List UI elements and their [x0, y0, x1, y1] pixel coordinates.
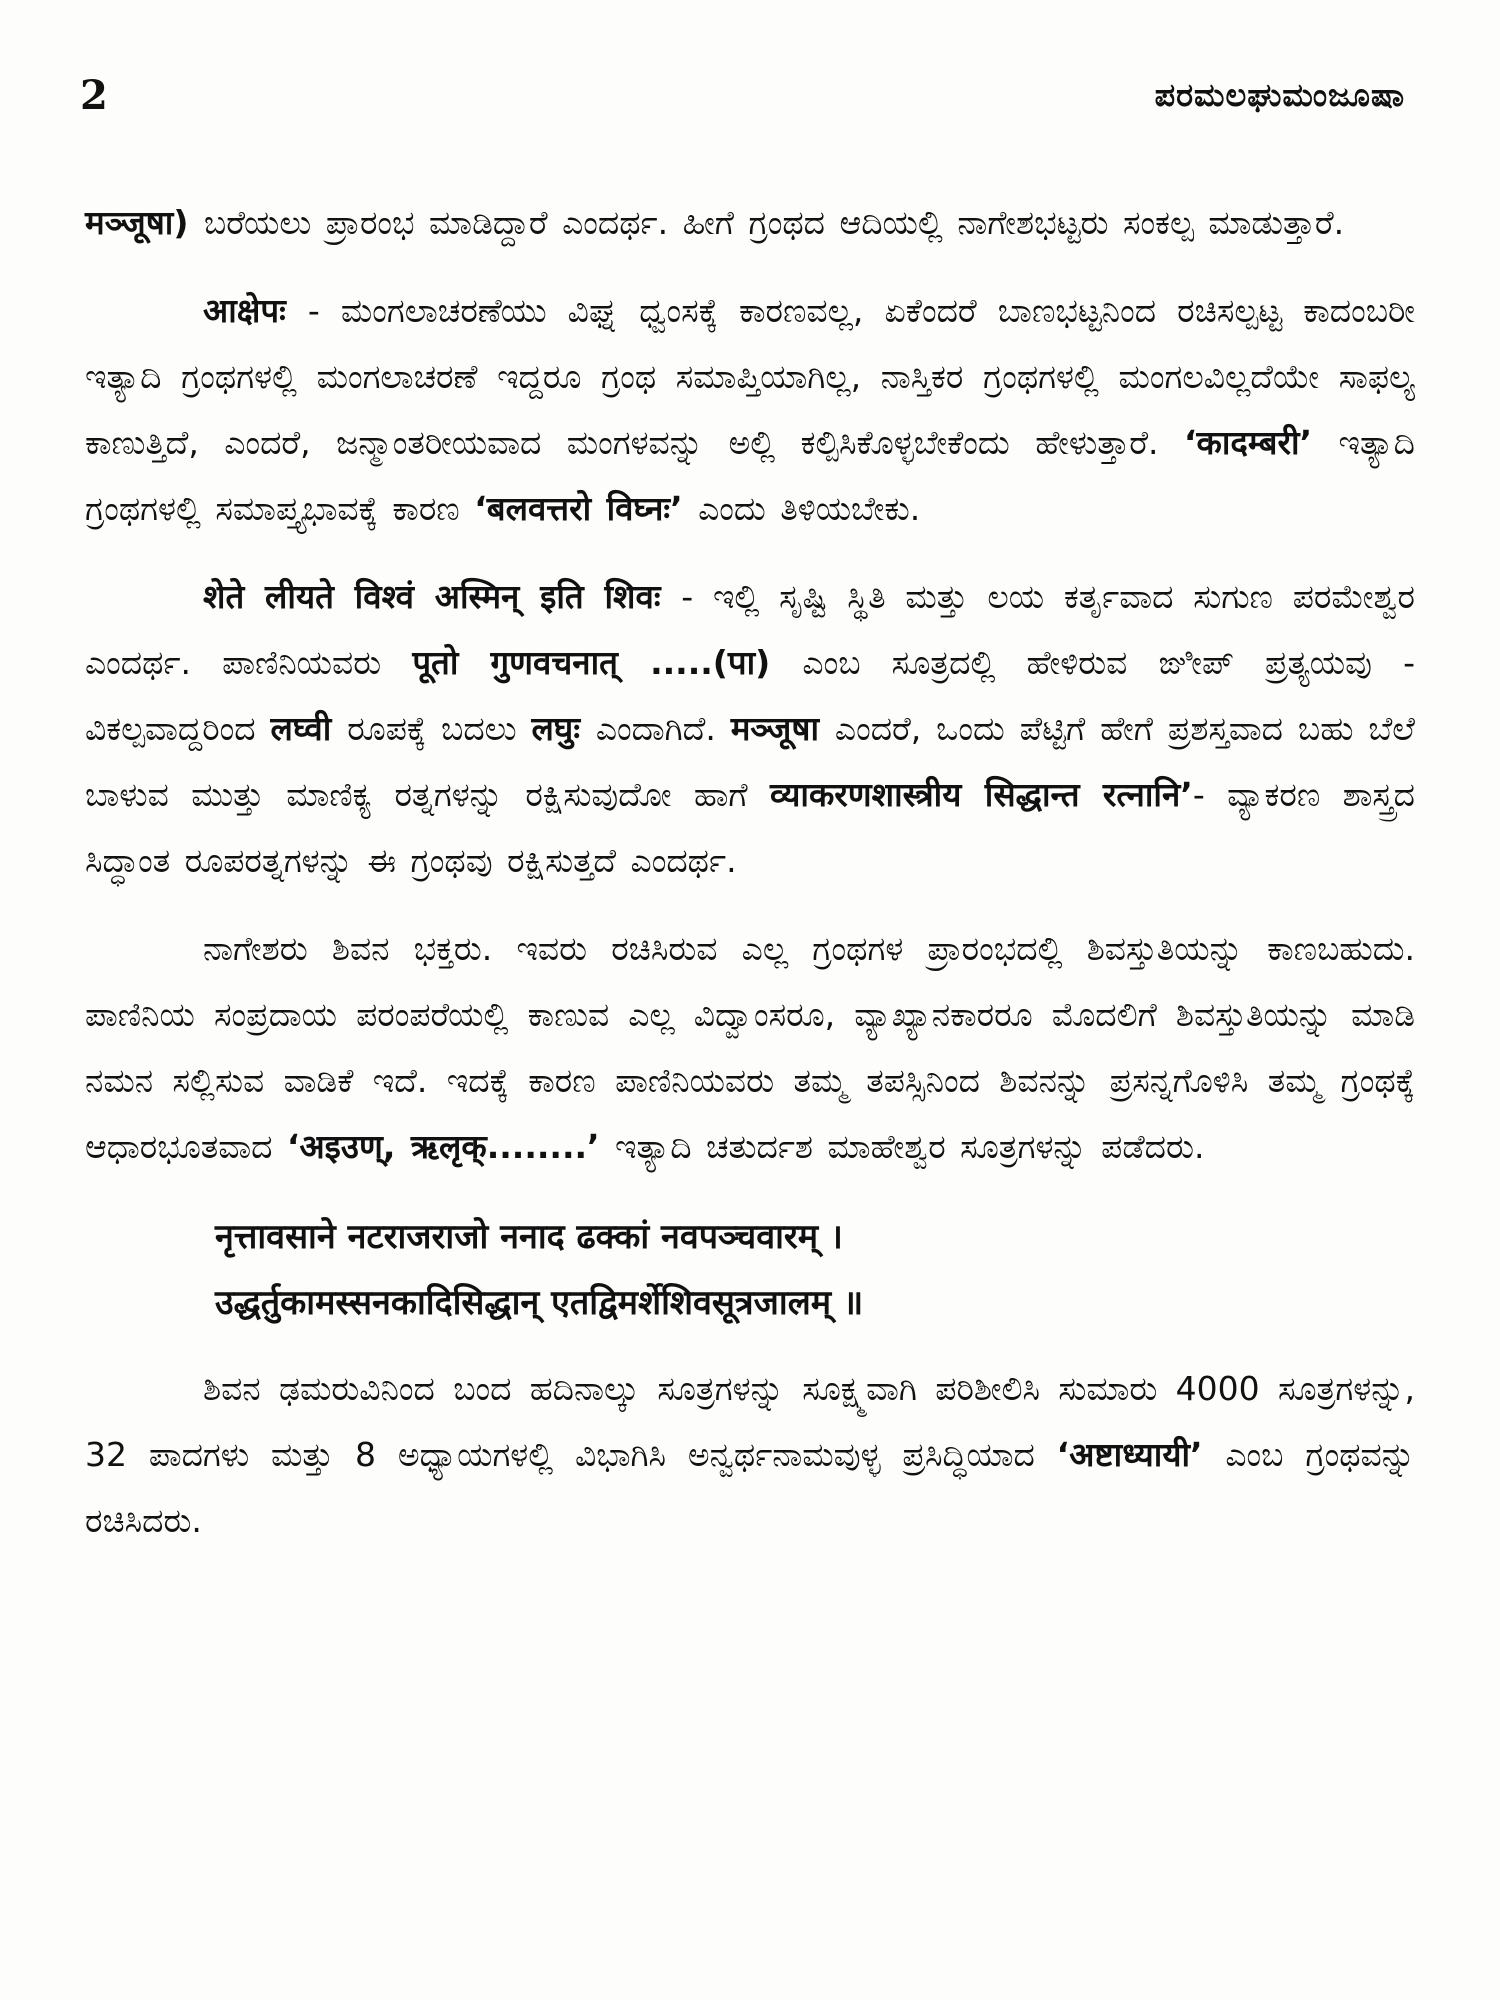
- sanskrit-term: शेते लीयते विश्वं अस्मिन् इति शिवः: [203, 577, 682, 616]
- sanskrit-term: मञ्जूषा): [85, 203, 204, 242]
- sanskrit-term: ‘अष्टाध्यायी’: [1056, 1435, 1226, 1474]
- sanskrit-term: आक्षेपः: [203, 291, 308, 330]
- sanskrit-term: लघ्वी: [270, 709, 348, 748]
- sanskrit-verse: [85, 1204, 1415, 1336]
- verse-line: नृत्तावसाने नटराजराजो ननाद ढक्कां नवपञ्चवारम् ।: [215, 1217, 843, 1257]
- kannada-text: ಎಂಬ ಗ್ರಂಥವನ್ನು ರಚಿಸಿದರು.: [85, 1435, 1416, 1540]
- kannada-text: ಎಂದಾಗಿದೆ.: [595, 709, 731, 748]
- kannada-text: - ಇಲ್ಲಿ ಸೃಷ್ಟಿ ಸ್ಥಿತಿ ಮತ್ತು ಲಯ ಕರ್ತೃವಾದ ಸುಗುಣ ಪರಮೇಶ್ವರ ಎಂದರ್ಥ. ಪಾಣಿನಿಯವರು: [85, 577, 1416, 682]
- running-head: ಪರಮಲಘುಮಂಜೂಷಾ: [1154, 76, 1405, 114]
- kannada-text: ಎಂದರೆ, ಒಂದು ಪೆಟ್ಟಿಗೆ ಹೇಗೆ ಪ್ರಶಸ್ತವಾದ ಬಹು ಬೆಲೆ ಬಾಳುವ ಮುತ್ತು ಮಾಣಿಕ್ಯ ರತ್ನಗಳನ್ನು ರಕ್ಷಿಸುವುದೋ ಹಾಗೆ: [85, 709, 1415, 814]
- kannada-text: ಬರೆಯಲು ಪ್ರಾರಂಭ ಮಾಡಿದ್ದಾರೆ ಎಂದರ್ಥ. ಹೀಗೆ ಗ್ರಂಥದ ಆದಿಯಲ್ಲಿ ನಾಗೇಶಭಟ್ಟರು ಸಂಕಲ್ಪ ಮಾಡುತ್ತಾರೆ.: [203, 203, 1345, 242]
- kannada-text: ಇತ್ಯಾದಿ ಗ್ರಂಥಗಳಲ್ಲಿ ಸಮಾಪ್ತ್ಯಭಾವಕ್ಕೆ ಕಾರಣ: [85, 423, 1415, 528]
- kannada-text: ಶಿವನ ಢಮರುವಿನಿಂದ ಬಂದ ಹದಿನಾಲ್ಕು ಸೂತ್ರಗಳನ್ನು ಸೂಕ್ಷ್ಮವಾಗಿ ಪರಿಶೀಲಿಸಿ ಸುಮಾರು 4000 ಸೂತ್ರಗಳನ್ನು, 32 ಪಾದಗಳು ಮತ್ತು 8 ಅಧ್ಯಾಯಗಳಲ್ಲಿ ವಿಭಾಗಿಸಿ ಅನ್ವರ್ಥನಾಮವುಳ್ಳ ಪ್ರಸಿದ್ಧಿಯಾದ: [85, 1369, 1415, 1474]
- kannada-text: ಎಂಬ ಸೂತ್ರದಲ್ಲಿ ಹೇಳಿರುವ ಙೀಪ್ ಪ್ರತ್ಯಯವು - ವಿಕಲ್ಪವಾದ್ದರಿಂದ: [85, 643, 1415, 748]
- sanskrit-term: ‘बलवत्तरो विघ्नः’: [474, 489, 699, 528]
- sanskrit-term: ‘अइउण्, ऋलृक्........’: [286, 1127, 616, 1166]
- sanskrit-term: लघुः: [531, 709, 596, 748]
- page-number: 2: [80, 72, 108, 119]
- kannada-text: - ಮಂಗಲಾಚರಣೆಯು ವಿಘ್ನ ಧ್ವಂಸಕ್ಕೆ ಕಾರಣವಲ್ಲ, ಏಕೆಂದರೆ ಬಾಣಭಟ್ಟನಿಂದ ರಚಿಸಲ್ಪಟ್ಟ ಕಾದಂಬರೀ ಇತ್ಯಾದಿ ಗ್ರಂಥಗಳಲ್ಲಿ ಮಂಗಲಾಚರಣೆ ಇದ್ದರೂ ಗ್ರಂಥ ಸಮಾಪ್ತಿಯಾಗಿಲ್ಲ, ನಾಸ್ತಿಕರ ಗ್ರಂಥಗಳಲ್ಲಿ ಮಂಗಲವಿಲ್ಲದೆಯೇ ಸಾಫಲ್ಯ ಕಾಣುತ್ತಿದೆ, ಎಂದರೆ, ಜನ್ಮಾಂತರೀಯವಾದ ಮಂಗಳವನ್ನು ಅಲ್ಲಿ ಕಲ್ಪಿಸಿಕೊಳ್ಳಬೇಕೆಂದು ಹೇಳುತ್ತಾರೆ.: [85, 291, 1415, 462]
- sanskrit-term: व्याकरणशास्त्रीय सिद्धान्त रत्नानि’: [769, 775, 1193, 814]
- paragraph: [85, 564, 1415, 894]
- sanskrit-term: मञ्जूषा: [730, 709, 835, 748]
- paragraph: [85, 190, 1415, 256]
- kannada-text: ಎಂದು ತಿಳಿಯಬೇಕು.: [698, 489, 921, 528]
- kannada-text: - ವ್ಯಾಕರಣ ಶಾಸ್ತ್ರದ ಸಿದ್ಧಾಂತ ರೂಪರತ್ನಗಳನ್ನು ಈ ಗ್ರಂಥವು ರಕ್ಷಿಸುತ್ತದೆ ಎಂದರ್ಥ.: [85, 775, 1415, 880]
- paragraph: [85, 278, 1415, 542]
- sanskrit-term: पूतो गुणवचनात् .....(पा): [412, 643, 803, 682]
- verse-line: उद्धर्तुकामस्सनकादिसिद्धान् एतद्विमर्शेशिवसूत्रजालम् ॥: [215, 1283, 864, 1323]
- paragraph: [85, 1356, 1415, 1554]
- sanskrit-term: ‘कादम्बरी’: [1183, 423, 1339, 462]
- kannada-text: ನಾಗೇಶರು ಶಿವನ ಭಕ್ತರು. ಇವರು ರಚಿಸಿರುವ ಎಲ್ಲ ಗ್ರಂಥಗಳ ಪ್ರಾರಂಭದಲ್ಲಿ ಶಿವಸ್ತುತಿಯನ್ನು ಕಾಣಬಹುದು. ಪಾಣಿನಿಯ ಸಂಪ್ರದಾಯ ಪರಂಪರೆಯಲ್ಲಿ ಕಾಣುವ ಎಲ್ಲ ವಿದ್ವಾಂಸರೂ, ವ್ಯಾಖ್ಯಾನಕಾರರೂ ಮೊದಲಿಗೆ ಶಿವಸ್ತುತಿಯನ್ನು ಮಾಡಿ ನಮನ ಸಲ್ಲಿಸುವ ವಾಡಿಕೆ ಇದೆ. ಇದಕ್ಕೆ ಕಾರಣ ಪಾಣಿನಿಯವರು ತಮ್ಮ ತಪಸ್ಸಿನಿಂದ ಶಿವನನ್ನು ಪ್ರಸನ್ನಗೊಳಿಸಿ ತಮ್ಮ ಗ್ರಂಥಕ್ಕೆ ಆಧಾರಭೂತವಾದ: [85, 929, 1415, 1166]
- kannada-text: ರೂಪಕ್ಕೆ ಬದಲು: [347, 709, 532, 748]
- kannada-text: ಇತ್ಯಾದಿ ಚತುರ್ದಶ ಮಾಹೇಶ್ವರ ಸೂತ್ರಗಳನ್ನು ಪಡೆದರು.: [615, 1127, 1205, 1166]
- paragraph: [85, 916, 1415, 1180]
- page-body: [85, 190, 1415, 1576]
